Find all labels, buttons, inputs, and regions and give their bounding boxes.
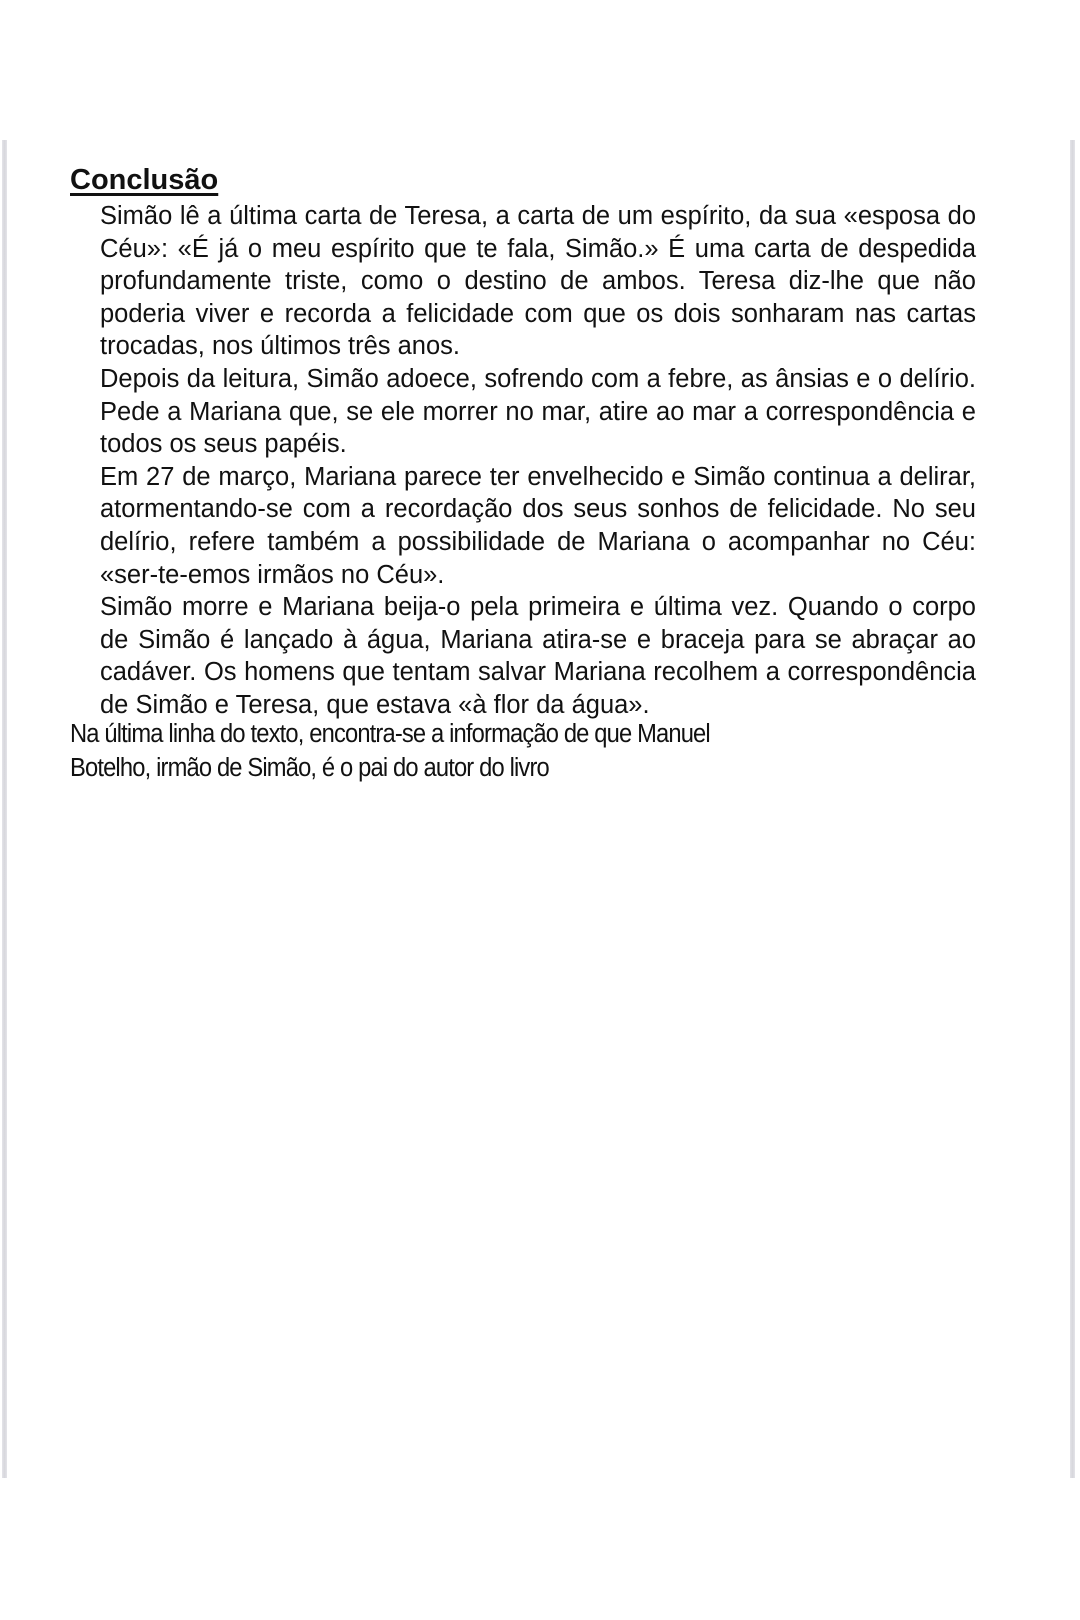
page-edge-right (1070, 140, 1075, 1478)
paragraph-death: Simão morre e Mariana beija-o pela primeira e última vez. Quando o corpo de Simão é lançado à água, Mariana atira-se e braceja para se abraçar ao cadáver. Os homens que tentam salvar Mariana recolhem a correspondência de Simão e Teresa, que estava «à flor da água». (100, 593, 976, 719)
section-heading: Conclusão (70, 164, 219, 196)
closing-note (70, 717, 833, 785)
page-edge-left (2, 140, 7, 1478)
paragraph-delirium: Em 27 de março, Mariana parece ter envelhecido e Simão continua a delirar, atormentando-se com a recordação dos seus sonhos de felicidade. No seu delírio, refere também a possibilidade de Mariana o acompanhar no Céu: «ser-te-emos irmãos no Céu». (100, 462, 976, 589)
summary-body (100, 200, 976, 722)
paragraph-illness: Depois da leitura, Simão adoece, sofrendo com a febre, as ânsias e o delírio. Pede a Mariana que, se ele morrer no mar, atire ao mar a correspondência e todos os seus papéis. (100, 364, 976, 459)
paragraph-last-letter: Simão lê a última carta de Teresa, a carta de um espírito, da sua «esposa do Céu»: «É já o meu espírito que te fala, Simão.» É uma carta de despedida profundamente triste, como o destino de ambos. Teresa diz-lhe que não poderia viver e recorda a felicidade com que os dois sonharam nas cartas trocadas, nos últimos três anos. (100, 202, 976, 361)
closing-line-1: Na última linha do texto, encontra-se a informação de que Manuel (70, 720, 710, 748)
closing-line-2: Botelho, irmão de Simão, é o pai do autor do livro (70, 754, 549, 782)
